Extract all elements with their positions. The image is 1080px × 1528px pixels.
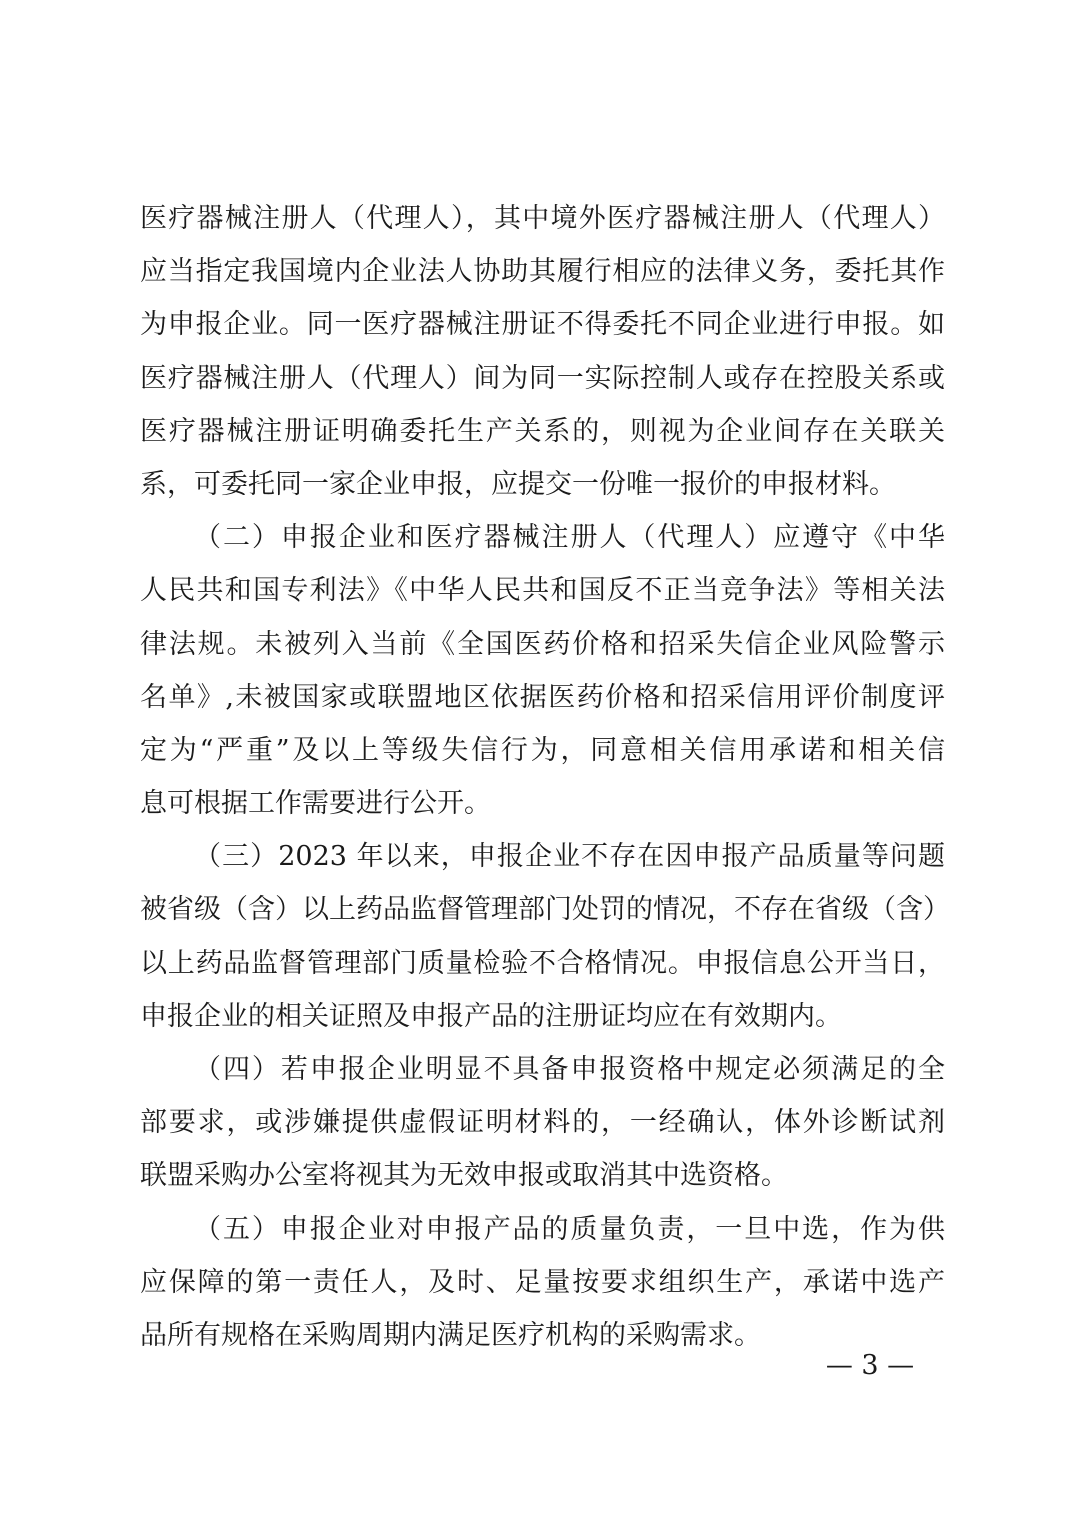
- text-line: 部要求，或涉嫌提供虚假证明材料的，一经确认，体外诊断试剂: [140, 1107, 945, 1139]
- text-line: 律法规。未被列入当前《全国医药价格和招采失信企业风险警示: [140, 628, 945, 660]
- text-line: 医疗器械注册人（代理人）间为同一实际控制人或存在控股关系或: [140, 362, 945, 394]
- paragraph-4-start: （四）若申报企业明显不具备申报资格中规定必须满足的全: [194, 1054, 945, 1085]
- text-line: 以上药品监督管理部门质量检验不合格情况。申报信息公开当日，: [140, 947, 945, 979]
- document-body: [140, 192, 950, 1362]
- text-line: 医疗器械注册证明确委托生产关系的，则视为企业间存在关联关: [140, 415, 945, 447]
- text-line: 被省级（含）以上药品监督管理部门处罚的情况，不存在省级（含）: [140, 894, 950, 926]
- paragraph-3-start: （三）2023 年以来，申报企业不存在因申报产品质量等问题: [194, 841, 945, 873]
- text-line: 为申报企业。同一医疗器械注册证不得委托不同企业进行申报。如: [140, 309, 945, 341]
- text-line: 系，可委托同一家企业申报，应提交一份唯一报价的申报材料。: [140, 468, 896, 500]
- paragraph-5-start: （五）申报企业对申报产品的质量负责，一旦中选，作为供: [194, 1213, 945, 1245]
- text-line: 联盟采购办公室将视其为无效申报或取消其中选资格。: [140, 1160, 788, 1192]
- text-line: 定为“严重”及以上等级失信行为，同意相关信用承诺和相关信: [140, 734, 945, 766]
- paragraph-2-start: （二）申报企业和医疗器械注册人（代理人）应遵守《中华: [194, 522, 945, 554]
- text-line: 品所有规格在采购周期内满足医疗机构的采购需求。: [140, 1319, 761, 1351]
- page-number: — 3 —: [825, 1350, 915, 1381]
- text-line: 息可根据工作需要进行公开。: [140, 788, 491, 820]
- text-line: 应保障的第一责任人，及时、足量按要求组织生产，承诺中选产: [140, 1266, 945, 1298]
- text-line: 应当指定我国境内企业法人协助其履行相应的法律义务，委托其作: [140, 256, 945, 288]
- text-line: 申报企业的相关证照及申报产品的注册证均应在有效期内。: [140, 1000, 842, 1032]
- text-line: 名单》,未被国家或联盟地区依据医药价格和招采信用评价制度评: [140, 681, 945, 713]
- text-line: 人民共和国专利法》《中华人民共和国反不正当竞争法》等相关法: [140, 575, 945, 607]
- text-line: 医疗器械注册人（代理人），其中境外医疗器械注册人（代理人）: [140, 203, 945, 234]
